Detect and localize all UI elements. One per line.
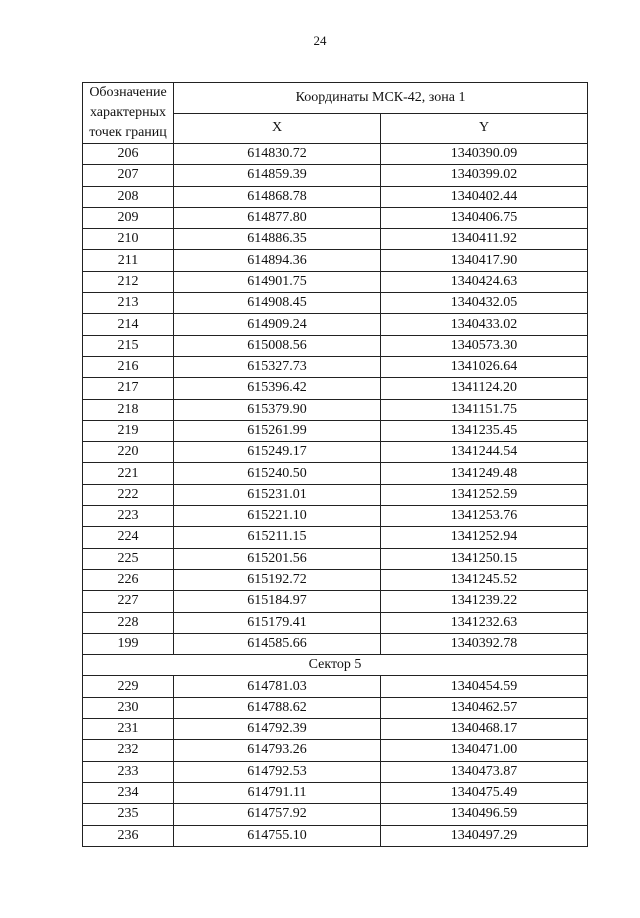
x-coordinate-cell: 614792.53 xyxy=(174,761,381,782)
y-coordinate-cell: 1340402.44 xyxy=(381,186,588,207)
point-number-cell: 213 xyxy=(83,293,174,314)
x-coordinate-cell: 614908.45 xyxy=(174,293,381,314)
point-number-cell: 233 xyxy=(83,761,174,782)
coordinates-table xyxy=(82,82,588,847)
y-coordinate-cell: 1341250.15 xyxy=(381,548,588,569)
x-coordinate-cell: 614830.72 xyxy=(174,144,381,165)
point-number-cell: 229 xyxy=(83,676,174,697)
table-row xyxy=(83,271,588,292)
table-row xyxy=(83,463,588,484)
point-number-cell: 235 xyxy=(83,804,174,825)
x-coordinate-cell: 615184.97 xyxy=(174,591,381,612)
section-row-group xyxy=(83,655,588,676)
y-coordinate-cell: 1340497.29 xyxy=(381,825,588,846)
y-coordinate-cell: 1341245.52 xyxy=(381,569,588,590)
x-coordinate-cell: 614788.62 xyxy=(174,697,381,718)
y-coordinate-cell: 1341244.54 xyxy=(381,442,588,463)
y-coordinate-cell: 1341151.75 xyxy=(381,399,588,420)
point-number-cell: 216 xyxy=(83,356,174,377)
page-number: 24 xyxy=(313,33,327,48)
y-coordinate-cell: 1340433.02 xyxy=(381,314,588,335)
x-coordinate-cell: 615396.42 xyxy=(174,378,381,399)
point-number-cell: 208 xyxy=(83,186,174,207)
y-coordinate-cell: 1340475.49 xyxy=(381,782,588,803)
table-row xyxy=(83,740,588,761)
table-row xyxy=(83,719,588,740)
y-coordinate-cell: 1341252.94 xyxy=(381,527,588,548)
table-row xyxy=(83,761,588,782)
x-coordinate-cell: 614886.35 xyxy=(174,229,381,250)
table-row xyxy=(83,548,588,569)
table-row xyxy=(83,229,588,250)
x-coordinate-cell: 614792.39 xyxy=(174,719,381,740)
y-coordinate-cell: 1341232.63 xyxy=(381,612,588,633)
table-row xyxy=(83,804,588,825)
point-number-cell: 209 xyxy=(83,207,174,228)
point-number-cell: 226 xyxy=(83,569,174,590)
point-number-cell: 221 xyxy=(83,463,174,484)
y-coordinate-cell: 1340417.90 xyxy=(381,250,588,271)
x-coordinate-cell: 614793.26 xyxy=(174,740,381,761)
y-coordinate-cell: 1341253.76 xyxy=(381,506,588,527)
point-number-cell: 206 xyxy=(83,144,174,165)
table-row xyxy=(83,442,588,463)
table-row xyxy=(83,612,588,633)
table-row xyxy=(83,569,588,590)
x-coordinate-cell: 615192.72 xyxy=(174,569,381,590)
point-number-cell: 199 xyxy=(83,633,174,654)
designation-header xyxy=(83,83,174,144)
table-row xyxy=(83,356,588,377)
table-row xyxy=(83,697,588,718)
table-header xyxy=(83,83,588,144)
x-coordinate-cell: 615261.99 xyxy=(174,420,381,441)
point-number-cell: 228 xyxy=(83,612,174,633)
x-coordinate-cell: 615231.01 xyxy=(174,484,381,505)
point-number-cell: 211 xyxy=(83,250,174,271)
y-coordinate-cell: 1340454.59 xyxy=(381,676,588,697)
y-coordinate-cell: 1341026.64 xyxy=(381,356,588,377)
point-number-cell: 210 xyxy=(83,229,174,250)
table-row xyxy=(83,591,588,612)
x-coordinate-cell: 614868.78 xyxy=(174,186,381,207)
y-coordinate-cell: 1341235.45 xyxy=(381,420,588,441)
table-row xyxy=(83,633,588,654)
x-coordinate-cell: 615327.73 xyxy=(174,356,381,377)
point-number-cell: 219 xyxy=(83,420,174,441)
point-number-cell: 224 xyxy=(83,527,174,548)
table-row xyxy=(83,144,588,165)
y-coordinate-cell: 1340411.92 xyxy=(381,229,588,250)
point-number-cell: 215 xyxy=(83,335,174,356)
y-coordinate-cell: 1341124.20 xyxy=(381,378,588,399)
point-number-cell: 220 xyxy=(83,442,174,463)
x-coordinate-cell: 615211.15 xyxy=(174,527,381,548)
table-body-part-2 xyxy=(83,676,588,846)
point-number-cell: 222 xyxy=(83,484,174,505)
point-number-cell: 214 xyxy=(83,314,174,335)
table-row xyxy=(83,186,588,207)
table-row xyxy=(83,250,588,271)
point-number-cell: 236 xyxy=(83,825,174,846)
table-row xyxy=(83,527,588,548)
point-number-cell: 231 xyxy=(83,719,174,740)
y-coordinate-cell: 1340496.59 xyxy=(381,804,588,825)
table-row xyxy=(83,825,588,846)
y-coordinate-cell: 1340573.30 xyxy=(381,335,588,356)
table-row xyxy=(83,207,588,228)
x-coordinate-cell: 614877.80 xyxy=(174,207,381,228)
table-row xyxy=(83,420,588,441)
x-coordinate-cell: 614909.24 xyxy=(174,314,381,335)
y-coordinate-cell: 1340462.57 xyxy=(381,697,588,718)
x-coordinate-cell: 614585.66 xyxy=(174,633,381,654)
table-row xyxy=(83,335,588,356)
point-number-cell: 227 xyxy=(83,591,174,612)
point-number-cell: 230 xyxy=(83,697,174,718)
table-row xyxy=(83,314,588,335)
point-number-cell: 223 xyxy=(83,506,174,527)
y-coordinate-cell: 1340392.78 xyxy=(381,633,588,654)
y-coordinate-cell: 1340432.05 xyxy=(381,293,588,314)
table-row xyxy=(83,293,588,314)
table-row xyxy=(83,165,588,186)
point-number-cell: 217 xyxy=(83,378,174,399)
point-number-cell: 234 xyxy=(83,782,174,803)
point-number-cell: 225 xyxy=(83,548,174,569)
y-coordinate-cell: 1340473.87 xyxy=(381,761,588,782)
x-coordinate-cell: 615249.17 xyxy=(174,442,381,463)
x-coordinate-cell: 614757.92 xyxy=(174,804,381,825)
x-coordinate-cell: 615240.50 xyxy=(174,463,381,484)
table-row xyxy=(83,782,588,803)
point-number-cell: 207 xyxy=(83,165,174,186)
x-coordinate-cell: 614791.11 xyxy=(174,782,381,803)
x-coordinate-cell: 615379.90 xyxy=(174,399,381,420)
x-coordinate-cell: 615201.56 xyxy=(174,548,381,569)
x-coordinate-cell: 614781.03 xyxy=(174,676,381,697)
x-column-header: X xyxy=(174,113,381,144)
x-coordinate-cell: 614755.10 xyxy=(174,825,381,846)
table-row xyxy=(83,676,588,697)
table-row xyxy=(83,484,588,505)
coordinates-group-header: Координаты МСК-42, зона 1 xyxy=(174,83,588,114)
designation-header-line-1: Обозначение xyxy=(89,85,167,100)
x-coordinate-cell: 614901.75 xyxy=(174,271,381,292)
x-coordinate-cell: 615179.41 xyxy=(174,612,381,633)
designation-header-line-3: точек границ xyxy=(89,125,167,140)
y-coordinate-cell: 1341249.48 xyxy=(381,463,588,484)
designation-header-line-2: характерных xyxy=(89,105,167,120)
x-coordinate-cell: 614859.39 xyxy=(174,165,381,186)
section-row xyxy=(83,655,588,676)
x-coordinate-cell: 615221.10 xyxy=(174,506,381,527)
y-column-header: Y xyxy=(381,113,588,144)
table-row xyxy=(83,506,588,527)
point-number-cell: 218 xyxy=(83,399,174,420)
y-coordinate-cell: 1340406.75 xyxy=(381,207,588,228)
point-number-cell: 232 xyxy=(83,740,174,761)
section-label: Сектор 5 xyxy=(83,655,588,676)
y-coordinate-cell: 1340468.17 xyxy=(381,719,588,740)
x-coordinate-cell: 615008.56 xyxy=(174,335,381,356)
y-coordinate-cell: 1340390.09 xyxy=(381,144,588,165)
point-number-cell: 212 xyxy=(83,271,174,292)
y-coordinate-cell: 1340471.00 xyxy=(381,740,588,761)
x-coordinate-cell: 614894.36 xyxy=(174,250,381,271)
y-coordinate-cell: 1341252.59 xyxy=(381,484,588,505)
y-coordinate-cell: 1340424.63 xyxy=(381,271,588,292)
y-coordinate-cell: 1340399.02 xyxy=(381,165,588,186)
table-body-part-1 xyxy=(83,144,588,655)
table-row xyxy=(83,399,588,420)
table-row xyxy=(83,378,588,399)
y-coordinate-cell: 1341239.22 xyxy=(381,591,588,612)
